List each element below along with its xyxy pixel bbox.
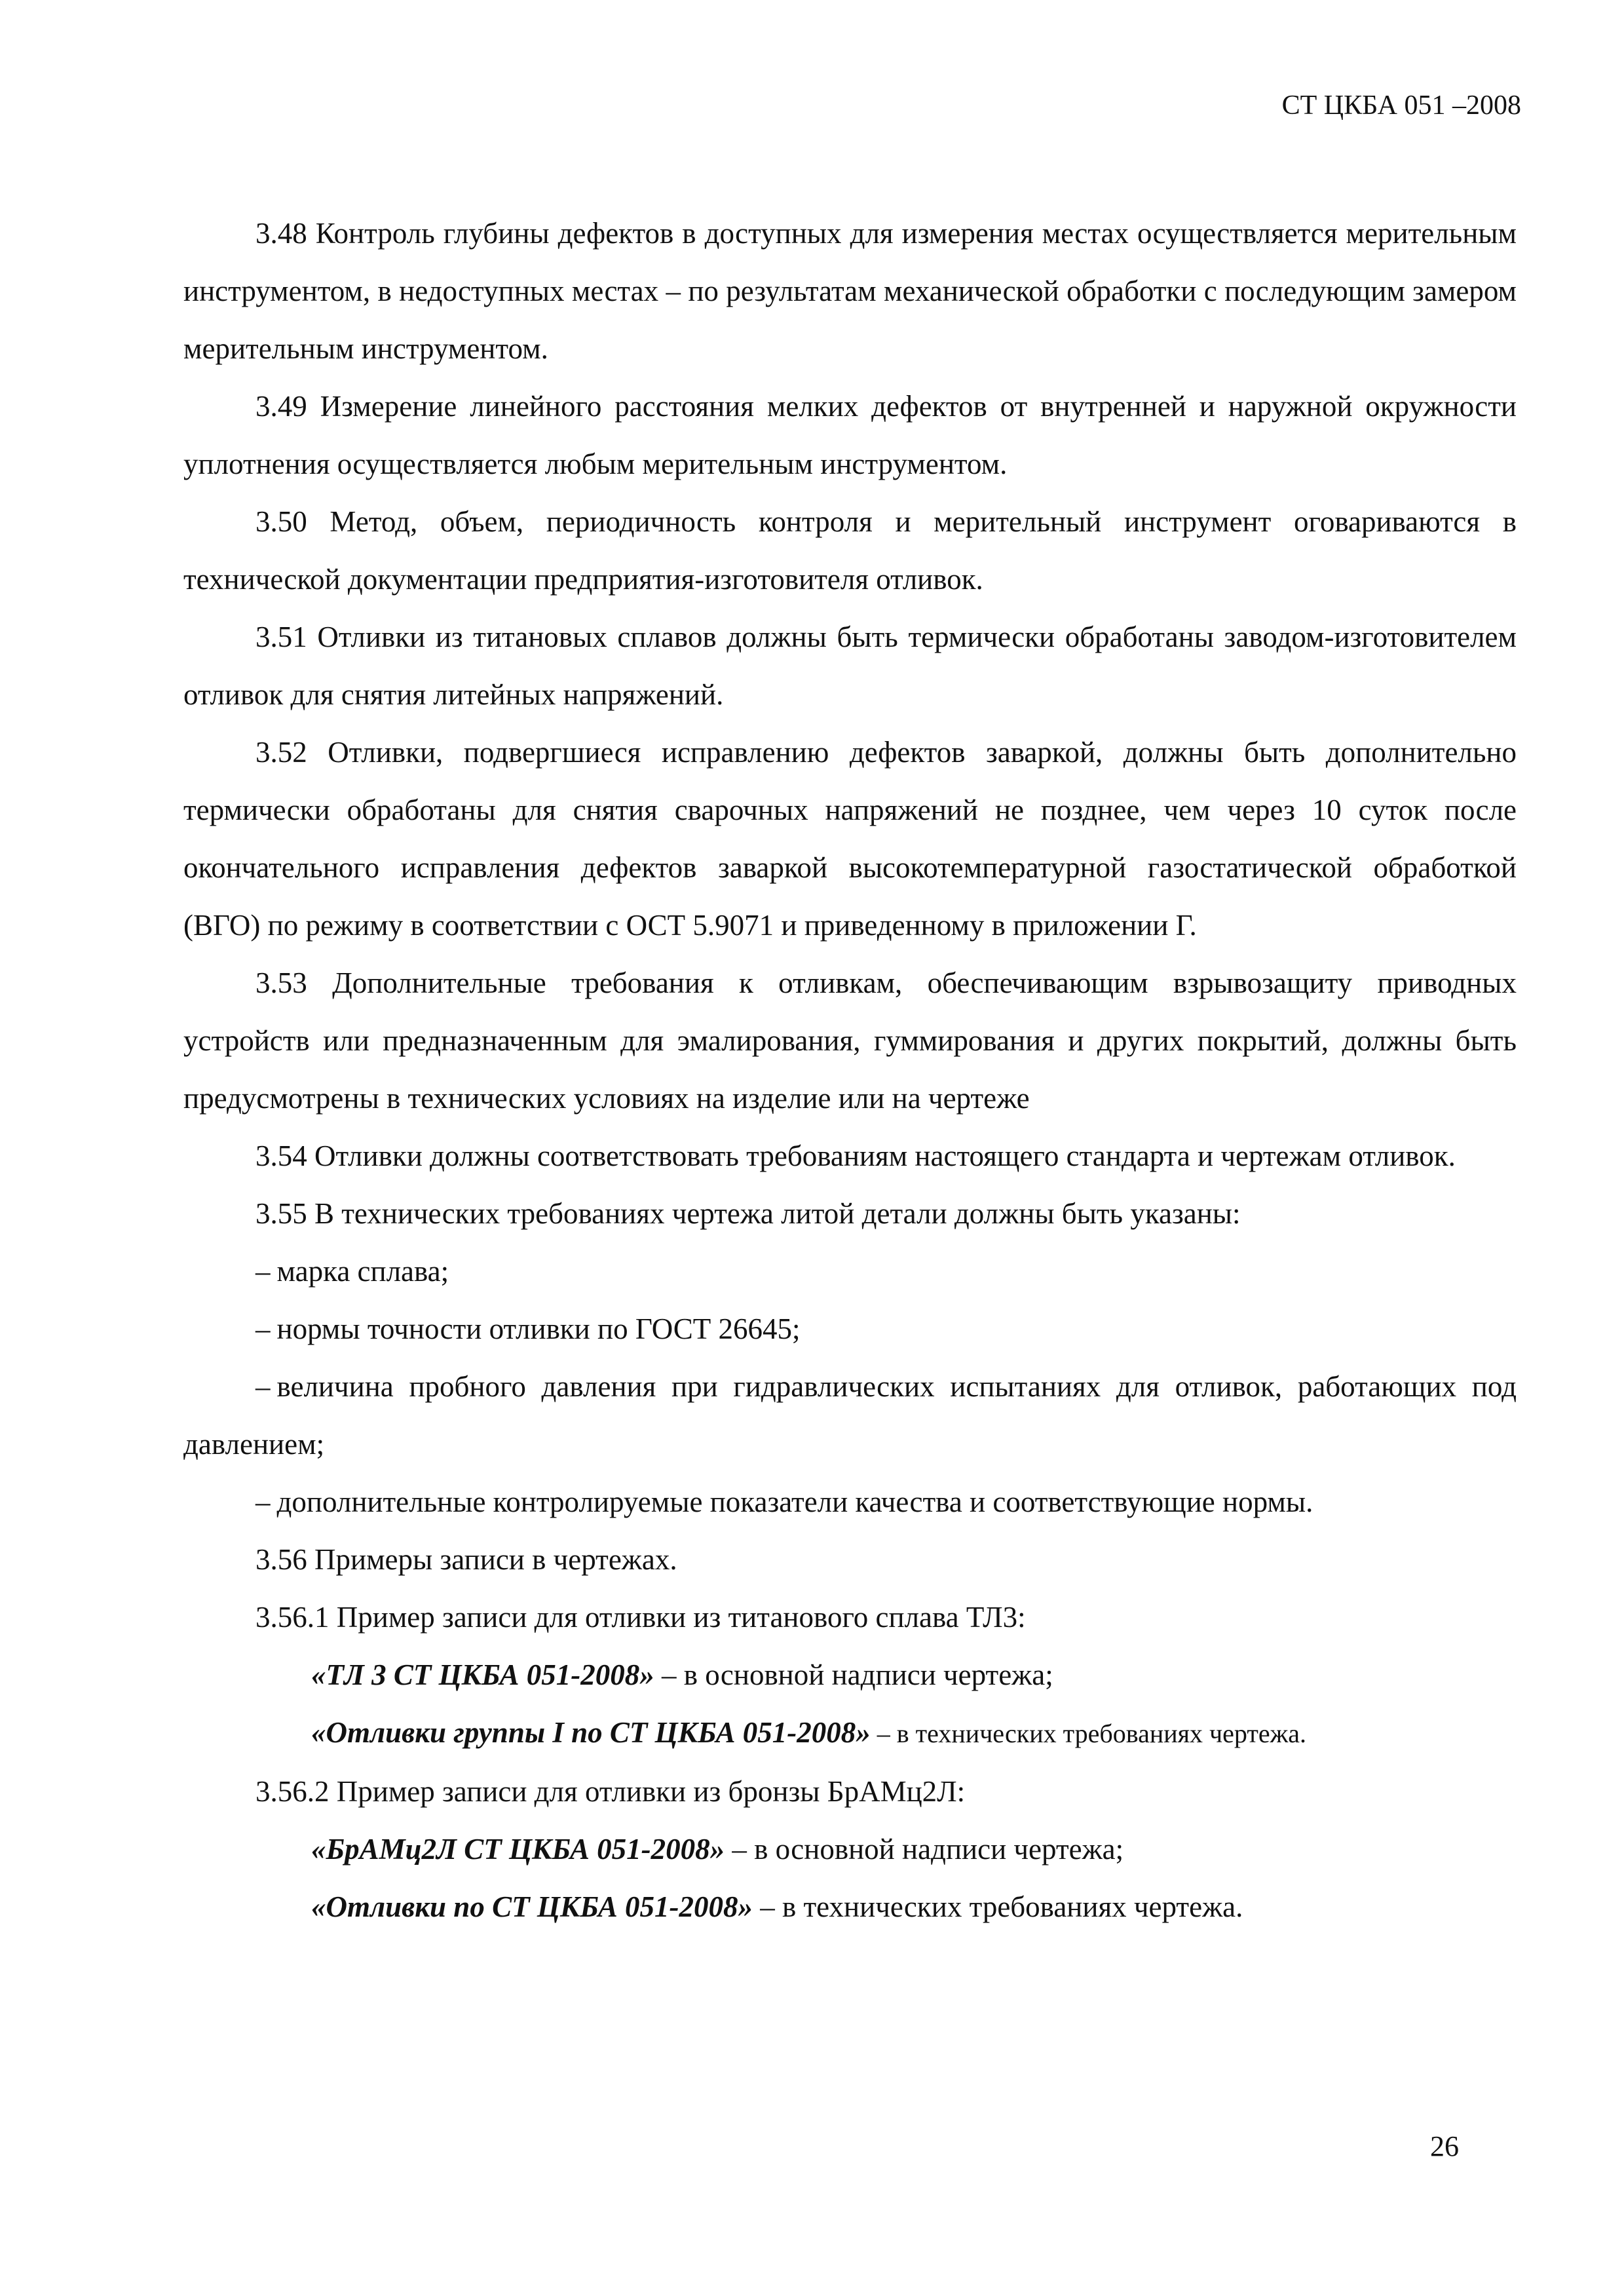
list-item-alloy-grade bbox=[183, 1242, 1517, 1300]
list-dash: – bbox=[255, 1485, 271, 1518]
paragraph-3-53: 3.53 Дополнительные требования к отливкам, обеспечивающим взрывозащиту приводных устройств или предназначенным для эмалирования, гуммирования и других покрытий, должны быть предусмотрены в технических условиях на изделие или на чертеже bbox=[183, 966, 1517, 1115]
document-header: СТ ЦКБА 051 –2008 bbox=[1281, 90, 1521, 121]
example-titanium-tech-requirements bbox=[183, 1704, 1517, 1763]
example-code: «Отливки по СТ ЦКБА 051-2008» bbox=[311, 1890, 753, 1923]
example-note: – в технических требованиях чертежа. bbox=[753, 1890, 1243, 1923]
example-note: – в технических требованиях чертежа. bbox=[870, 1719, 1307, 1748]
list-item-text: марка сплава; bbox=[276, 1255, 449, 1288]
example-bronze-title-block bbox=[183, 1820, 1517, 1878]
list-item-quality-indicators bbox=[183, 1473, 1517, 1531]
paragraph-3-51: 3.51 Отливки из титановых сплавов должны быть термически обработаны заводом-изготовителем отливок для снятия литейных напряжений. bbox=[183, 621, 1517, 711]
example-bronze-tech-requirements bbox=[183, 1878, 1517, 1936]
list-item-text: нормы точности отливки по ГОСТ 26645; bbox=[276, 1312, 801, 1345]
paragraph-3-48: 3.48 Контроль глубины дефектов в доступных для измерения местах осуществляется мерительным инструментом, в недоступных местах – по результатам механической обработки с последующим замером мерительным инструментом. bbox=[183, 217, 1517, 365]
list-item-accuracy-norms bbox=[183, 1300, 1517, 1358]
paragraph-3-49: 3.49 Измерение линейного расстояния мелких дефектов от внутренней и наружной окружности уплотнения осуществляется любым мерительным инструментом. bbox=[183, 390, 1517, 480]
paragraph-3-50: 3.50 Метод, объем, периодичность контроля и мерительный инструмент оговариваются в технической документации предприятия-изготовителя отливок. bbox=[183, 505, 1517, 596]
page-number: 26 bbox=[1430, 2130, 1459, 2162]
example-code: «БрАМц2Л СТ ЦКБА 051-2008» bbox=[311, 1833, 725, 1866]
example-code: «Отливки группы I по СТ ЦКБА 051-2008» bbox=[311, 1716, 871, 1749]
list-dash: – bbox=[255, 1370, 271, 1403]
example-note: – в основной надписи чертежа; bbox=[654, 1658, 1053, 1691]
example-titanium-title-block bbox=[183, 1646, 1517, 1704]
list-item-test-pressure bbox=[183, 1358, 1517, 1473]
example-code: «ТЛ 3 СТ ЦКБА 051-2008» bbox=[311, 1658, 654, 1691]
paragraph-3-55: 3.55 В технических требованиях чертежа литой детали должны быть указаны: bbox=[255, 1197, 1241, 1230]
paragraph-3-56-2: 3.56.2 Пример записи для отливки из бронзы БрАМц2Л: bbox=[255, 1775, 966, 1808]
paragraph-3-52: 3.52 Отливки, подвергшиеся исправлению дефектов заваркой, должны быть дополнительно термически обработаны для снятия сварочных напряжений не позднее, чем через 10 суток после окончательного исправления дефектов заваркой высокотемпературной газостатической обработкой (ВГО) по режиму в соответствии с ОСТ 5.9071 и приведенному в приложении Г. bbox=[183, 736, 1517, 942]
list-dash: – bbox=[255, 1312, 271, 1345]
paragraph-3-54: 3.54 Отливки должны соответствовать требованиям настоящего стандарта и чертежам отливок. bbox=[255, 1139, 1456, 1172]
list-item-text: величина пробного давления при гидравлических испытаниях для отливок, работающих под давлением; bbox=[183, 1370, 1517, 1461]
paragraph-3-56-1: 3.56.1 Пример записи для отливки из титанового сплава ТЛ3: bbox=[255, 1601, 1026, 1634]
list-dash: – bbox=[255, 1255, 271, 1288]
example-note: – в основной надписи чертежа; bbox=[725, 1833, 1124, 1866]
list-item-text: дополнительные контролируемые показатели качества и соответствующие нормы. bbox=[276, 1485, 1313, 1518]
paragraph-3-56: 3.56 Примеры записи в чертежах. bbox=[255, 1543, 677, 1576]
document-body bbox=[183, 204, 1517, 1936]
